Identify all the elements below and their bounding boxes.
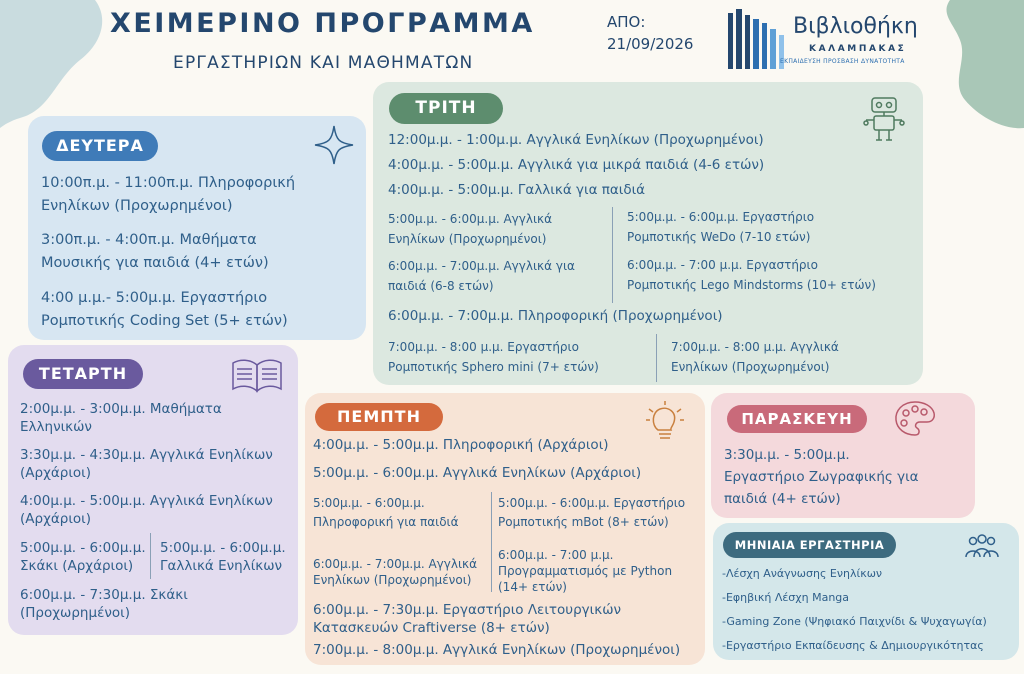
wednesday-item: (Αρχάριοι) xyxy=(20,465,92,481)
lightbulb-icon xyxy=(645,400,685,446)
friday-item: παιδιά (4+ ετών) xyxy=(724,491,841,507)
palette-icon xyxy=(893,400,937,438)
tuesday-divider xyxy=(612,207,613,303)
monday-item: 3:00π.μ. - 4:00π.μ. Μαθήματα xyxy=(41,232,257,248)
robot-icon xyxy=(862,96,906,144)
monday-title: ΔΕΥΤΕΡΑ xyxy=(42,131,158,161)
wednesday-right-item: 5:00μ.μ. - 6:00μ.μ. xyxy=(160,540,286,556)
wednesday-right-item: Γαλλικά Ενηλίκων xyxy=(160,558,283,574)
people-icon xyxy=(963,533,1001,561)
thursday-divider xyxy=(491,492,492,592)
tuesday-bottom-right-item: 7:00μ.μ. - 8:00 μ.μ. Αγγλικά xyxy=(671,340,839,354)
monday-item: Μουσικής για παιδιά (4+ ετών) xyxy=(41,255,269,271)
friday-item: 3:30μ.μ. - 5:00μ.μ. xyxy=(724,447,850,463)
wednesday-item: 2:00μ.μ. - 3:00μ.μ. Μαθήματα xyxy=(20,401,222,417)
tuesday-title: ΤΡΙΤΗ xyxy=(389,93,503,124)
tuesday-right-item: 5:00μ.μ. - 6:00μ.μ. Εργαστήριο xyxy=(627,210,815,224)
thursday-left-item: Ενηλίκων (Προχωρημένοι) xyxy=(313,573,472,587)
tuesday-item: 12:00μ.μ. - 1:00μ.μ. Αγγλικά Ενηλίκων (Προχωρημένοι) xyxy=(388,132,764,148)
wednesday-item: (Αρχάριοι) xyxy=(20,511,92,527)
tuesday-item: 4:00μ.μ. - 5:00μ.μ. Γαλλικά για παιδιά xyxy=(388,182,646,198)
logo-name: Βιβλιοθήκη xyxy=(793,14,918,39)
wednesday-divider xyxy=(150,533,151,579)
monday-item: Ρομποτικής Coding Set (5+ ετών) xyxy=(41,313,288,329)
thursday-item: 4:00μ.μ. - 5:00μ.μ. Πληροφορική (Αρχάριοι) xyxy=(313,437,609,453)
wednesday-item: 3:30μ.μ. - 4:30μ.μ. Αγγλικά Ενηλίκων xyxy=(20,447,273,463)
tuesday-bottom-right-item: Ενηλίκων (Προχωρημένοι) xyxy=(671,360,830,374)
date-label: ΑΠΟ: xyxy=(607,13,646,31)
monday-item: Ενηλίκων (Προχωρημένοι) xyxy=(41,198,233,214)
monday-item: 4:00 μ.μ.- 5:00μ.μ. Εργαστήριο xyxy=(41,290,268,306)
thursday-item: 6:00μ.μ. - 7:30μ.μ. Εργαστήριο Λειτουργικών xyxy=(313,602,622,618)
thursday-right-item: Ρομποτικής mBot (8+ ετών) xyxy=(498,515,669,529)
wednesday-item: Ελληνικών xyxy=(20,419,92,435)
monday-item: 10:00π.μ. - 11:00π.μ. Πληροφορική xyxy=(41,175,296,191)
tuesday-left-item: παιδιά (6-8 ετών) xyxy=(388,279,494,293)
wednesday-title: ΤΕΤΑΡΤΗ xyxy=(23,359,143,389)
tuesday-bottom-left-item: 7:00μ.μ. - 8:00 μ.μ. Εργαστήριο xyxy=(388,340,579,354)
wednesday-item: (Προχωρημένοι) xyxy=(20,605,130,621)
tuesday-right-item: Ρομποτικής Lego Mindstorms (10+ ετών) xyxy=(627,278,876,292)
thursday-right-item: Προγραμματισμός με Python xyxy=(498,564,673,578)
wednesday-left-item: 5:00μ.μ. - 6:00μ.μ. xyxy=(20,540,146,556)
logo-slogan: ΕΚΠΑΙΔΕΥΣΗ ΠΡΟΣΒΑΣΗ ΔΥΝΑΤΟΤΗΤΑ xyxy=(780,58,905,65)
monthly-title: ΜΗΝΙΑΙΑ ΕΡΓΑΣΤΗΡΙΑ xyxy=(723,532,896,558)
thursday-left-item: Πληροφορική για παιδιά xyxy=(313,515,459,529)
sparkle-icon xyxy=(313,124,355,166)
thursday-title: ΠΕΜΠΤΗ xyxy=(315,403,443,431)
friday-title: ΠΑΡΑΣΚΕΥΗ xyxy=(727,405,867,433)
logo-place: ΚΑΛΑΜΠΑΚΑΣ xyxy=(809,44,907,54)
wednesday-item: 4:00μ.μ. - 5:00μ.μ. Αγγλικά Ενηλίκων xyxy=(20,493,273,509)
tuesday-right-item: 6:00μ.μ. - 7:00 μ.μ. Εργαστήριο xyxy=(627,258,818,272)
tuesday-right-item: Ρομποτικής WeDo (7-10 ετών) xyxy=(627,230,811,244)
wednesday-item: 6:00μ.μ. - 7:30μ.μ. Σκάκι xyxy=(20,587,188,603)
friday-item: Εργαστήριο Ζωγραφικής για xyxy=(724,469,919,485)
tuesday-bottom-left-item: Ρομποτικής Sphero mini (7+ ετών) xyxy=(388,360,599,374)
tuesday-item: 6:00μ.μ. - 7:00μ.μ. Πληροφορική (Προχωρημένοι) xyxy=(388,308,723,324)
thursday-right-item: 6:00μ.μ. - 7:00 μ.μ. xyxy=(498,548,614,562)
thursday-item: 7:00μ.μ. - 8:00μ.μ. Αγγλικά Ενηλίκων (Προχωρημένοι) xyxy=(313,642,681,658)
thursday-item: 5:00μ.μ. - 6:00μ.μ. Αγγλικά Ενηλίκων (Αρχάριοι) xyxy=(313,465,642,481)
tuesday-left-item: 6:00μ.μ. - 7:00μ.μ. Αγγλικά για xyxy=(388,259,575,273)
thursday-right-item: 5:00μ.μ. - 6:00μ.μ. Εργαστήριο xyxy=(498,496,686,510)
monthly-item: -Gaming Zone (Ψηφιακό Παιχνίδι & Ψυχαγωγία) xyxy=(722,615,987,628)
thursday-right-item: (14+ ετών) xyxy=(498,580,567,594)
tuesday-left-item: Ενηλίκων (Προχωρημένοι) xyxy=(388,232,547,246)
tuesday-left-item: 5:00μ.μ. - 6:00μ.μ. Αγγλικά xyxy=(388,212,553,226)
thursday-left-item: 5:00μ.μ. - 6:00μ.μ. xyxy=(313,496,425,510)
thursday-item: Κατασκευών Craftiverse (8+ ετών) xyxy=(313,620,550,636)
monthly-item: -Λέσχη Ανάγνωσης Ενηλίκων xyxy=(722,567,883,580)
monthly-item: -Εργαστήριο Εκπαίδευσης & Δημιουργικότητας xyxy=(722,639,984,652)
wednesday-left-item: Σκάκι (Αρχάριοι) xyxy=(20,558,134,574)
thursday-left-item: 6:00μ.μ. - 7:00μ.μ. Αγγλικά xyxy=(313,557,478,571)
tuesday-item: 4:00μ.μ. - 5:00μ.μ. Αγγλικά για μικρά παιδιά (4-6 ετών) xyxy=(388,157,765,173)
page-subtitle: ΕΡΓΑΣΤΗΡΙΩΝ ΚΑΙ ΜΑΘΗΜΑΤΩΝ xyxy=(173,53,474,73)
tuesday-divider xyxy=(656,334,657,382)
date-value: 21/09/2026 xyxy=(607,35,694,53)
open-book-icon xyxy=(230,355,284,395)
decor-blob-right xyxy=(920,0,1024,140)
page-title: ΧΕΙΜΕΡΙΝΟ ΠΡΟΓΡΑΜΜΑ xyxy=(110,8,535,39)
monthly-item: -Εφηβική Λέσχη Manga xyxy=(722,591,850,604)
